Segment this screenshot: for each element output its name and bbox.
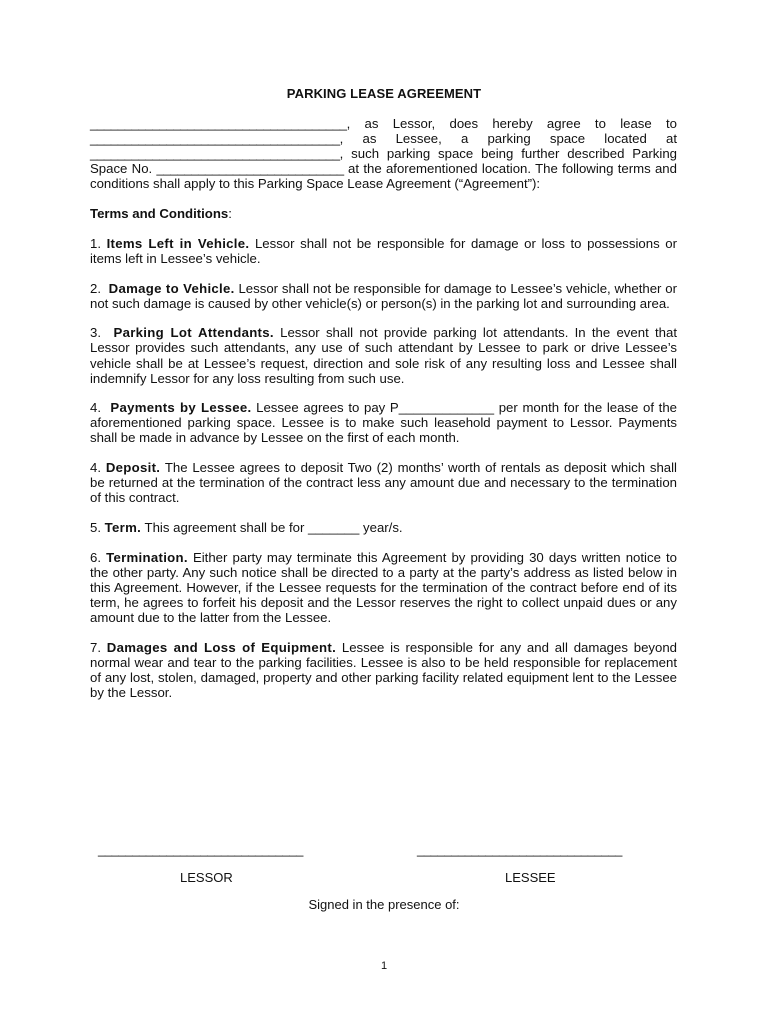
terms-heading-colon: : — [228, 206, 232, 222]
clause-number: 4. — [90, 400, 101, 416]
location-blank: ____________________________________ — [90, 146, 340, 162]
clause-title: Parking Lot Attendants. — [113, 325, 274, 341]
clause-text: Lessor shall not be responsible for damage or loss to possessions or items left in Lessee’s vehicle. — [90, 235, 677, 266]
clause-title: Damage to Vehicle. — [108, 280, 235, 296]
clause-title: Term. — [104, 520, 142, 536]
intro-lessee-text: , as Lessee, a parking space located — [339, 131, 647, 147]
clause-number: 6. — [90, 549, 101, 565]
clause-4 — [90, 400, 677, 445]
clause-title: Deposit. — [105, 460, 161, 476]
clause-1 — [90, 236, 677, 266]
clause-number: 1. — [90, 235, 101, 251]
clause-deposit — [90, 460, 677, 505]
terms-heading: Terms and Conditions — [90, 206, 229, 222]
clause-text: Lessor shall not provide parking lot attendants. In the event that Lessor provides such attendants, any use of such attendant by Lessee to park or drive Lessee’s vehicle shall be at Lessee’s request, direction and sole risk of any resulting loss and Lessee shall indemnify Lessor for any loss resulting from such use. — [90, 325, 677, 386]
clause-text: Lessee agrees to pay P_____________ per month for the lease of the aforementioned parking space. Lessee is to make such leasehold payment to Lessor. Payments shall be made in advance by Lessee on the first of each month. — [90, 400, 678, 446]
intro-at-prefix: at — [666, 131, 677, 147]
clause-title: Payments by Lessee. — [110, 400, 252, 416]
clause-number: 7. — [90, 639, 101, 655]
clause-title: Items Left in Vehicle. — [106, 235, 250, 251]
clause-text: Lessor shall not be responsible for damage to Lessee’s vehicle, whether or not such damage is caused by other vehicle(s) or person(s) in the parking lot and surrounding area. — [90, 280, 677, 311]
clause-text: This agreement shall be for _______ year/s. — [144, 520, 403, 536]
witness-text: Signed in the presence of: — [308, 897, 460, 912]
document-title: PARKING LEASE AGREEMENT — [286, 86, 482, 101]
signature-lines — [0, 842, 768, 862]
document-body — [90, 116, 677, 715]
lessee-name-blank: ____________________________________ — [90, 131, 340, 147]
clause-title: Termination. — [106, 549, 188, 565]
clause-number: 5. — [90, 520, 101, 536]
intro-paragraph — [90, 116, 677, 191]
lessor-label: LESSOR — [180, 870, 233, 885]
clause-5 — [90, 520, 677, 535]
lessee-label: LESSEE — [505, 870, 556, 885]
clause-text: Lessee is responsible for any and all damages beyond normal wear and tear to the parking facilities. Lessee is also to be held responsible for replacement of any lost, stolen, damaged, property and other parking facility related equipment lent to the Lessee by the Lessor. — [90, 639, 678, 701]
intro-location-text: , such parking space being further — [339, 146, 560, 162]
lessor-name-blank: _____________________________________ — [90, 116, 347, 131]
clause-3 — [90, 325, 677, 385]
intro-closing-text: location. The following terms and conditions shall apply to this Parking Space Lease Agreement (“Agreement”): — [90, 161, 677, 192]
clause-text: Either party may terminate this Agreement by providing 30 days written notice to the other party. Any such notice shall be directed to a party at the party’s address as listed below in this Agreement. However, if the Lessee requests for the termination of the contract before end of its term, he agrees to forfeit his deposit and the Lessor reserves the right to collect unpaid dues or any amount due to the latter from the Lessee. — [90, 549, 677, 626]
clause-number: 2. — [90, 280, 101, 296]
page-number: 1 — [380, 960, 388, 972]
intro-space-text: at the aforementioned — [348, 161, 478, 177]
intro-space-prefix: described Parking Space No. — [90, 146, 677, 177]
clause-number: 3. — [90, 325, 101, 341]
terms-heading-line — [90, 206, 677, 221]
clause-2 — [90, 281, 677, 311]
clause-number: 4. — [90, 460, 101, 476]
clause-6 — [90, 550, 677, 625]
lessee-signature-line: ______________________________ — [417, 842, 622, 857]
space-number-blank: ___________________________ — [156, 161, 344, 177]
clause-title: Damages and Loss of Equipment. — [106, 639, 337, 655]
lessor-signature-line: ______________________________ — [98, 842, 303, 857]
intro-to-prefix: to — [665, 116, 677, 131]
clause-7 — [90, 640, 677, 700]
clause-text: The Lessee agrees to deposit Two (2) months’ worth of rentals as deposit which shall be returned at the termination of the contract less any amount due and necessary to the termination of this contract. — [90, 460, 677, 506]
intro-lessor-text: , as Lessor, does hereby agree to lease — [346, 116, 652, 131]
